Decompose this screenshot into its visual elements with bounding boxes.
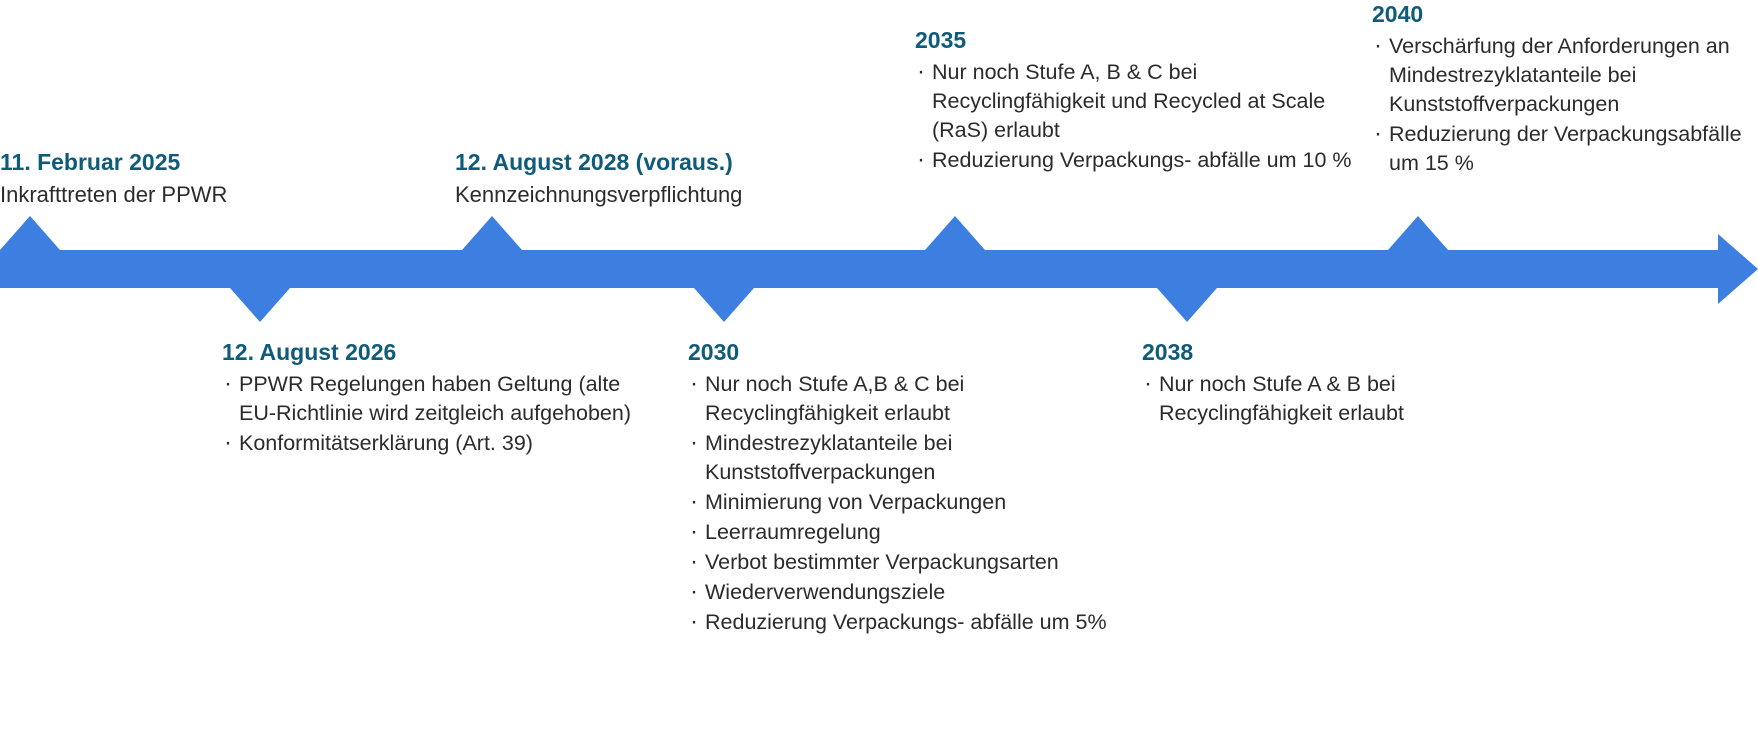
list-item: · Reduzierung der Verpackungsabfälle um 15 % [1372,120,1758,178]
timeline-entry-2035 [915,26,1365,176]
timeline-entry-2025 [0,148,330,209]
entry-title-2026: 12. August 2026 [222,339,397,365]
list-item: · Nur noch Stufe A, B & C bei Recyclingfähigkeit und Recycled at Scale (RaS) erlaubt [915,58,1365,145]
list-item: · Leerraumregelung [688,518,1128,547]
list-item: · Wiederverwendungsziele [688,578,1128,607]
entry-subtitle-2028: Kennzeichnungsverpflichtung [455,182,743,207]
entry-title-2030: 2030 [688,339,740,365]
timeline-marker-2035 [925,216,985,250]
timeline-marker-2025 [0,216,60,250]
list-item: · Mindestrezyklatanteile bei Kunststoffverpackungen [688,429,1128,487]
timeline-entry-2026 [222,338,642,459]
entry-title-2025: 11. Februar 2025 [0,149,181,175]
timeline-marker-2028 [462,216,522,250]
entry-title-2040: 2040 [1372,1,1424,27]
timeline-arrow-icon [1718,234,1758,304]
list-item: · Reduzierung Verpackungs- abfälle um 10 % [915,146,1365,175]
entry-list-2040 [1372,32,1758,178]
list-item: · Konformitätserklärung (Art. 39) [222,429,642,458]
list-item: · Verbot bestimmter Verpackungsarten [688,548,1128,577]
timeline-entry-2030 [688,338,1128,638]
list-item: · Minimierung von Verpackungen [688,488,1128,517]
list-item: · Nur noch Stufe A,B & C bei Recyclingfähigkeit erlaubt [688,370,1128,428]
list-item: · PPWR Regelungen haben Geltung (alte EU-Richtlinie wird zeitgleich aufgehoben) [222,370,642,428]
timeline-marker-2026 [230,288,290,322]
timeline-marker-2040 [1388,216,1448,250]
entry-list-2030 [688,370,1128,637]
timeline-bar [0,250,1721,288]
list-item: · Reduzierung Verpackungs- abfälle um 5% [688,608,1128,637]
timeline-entry-2038 [1142,338,1542,429]
entry-subtitle-2025: Inkrafttreten der PPWR [0,182,228,207]
list-item: · Nur noch Stufe A & B bei Recyclingfähigkeit erlaubt [1142,370,1542,428]
entry-title-2038: 2038 [1142,339,1194,365]
timeline-entry-2028 [455,148,855,209]
list-item: · Verschärfung der Anforderungen an Mindestrezyklatanteile bei Kunststoffverpackungen [1372,32,1758,119]
timeline-entry-2040 [1372,0,1758,179]
timeline-marker-2038 [1157,288,1217,322]
entry-list-2035 [915,58,1365,175]
entry-list-2026 [222,370,642,458]
entry-title-2035: 2035 [915,27,967,53]
entry-list-2038 [1142,370,1542,428]
entry-title-2028: 12. August 2028 (voraus.) [455,149,733,175]
timeline-marker-2030 [694,288,754,322]
